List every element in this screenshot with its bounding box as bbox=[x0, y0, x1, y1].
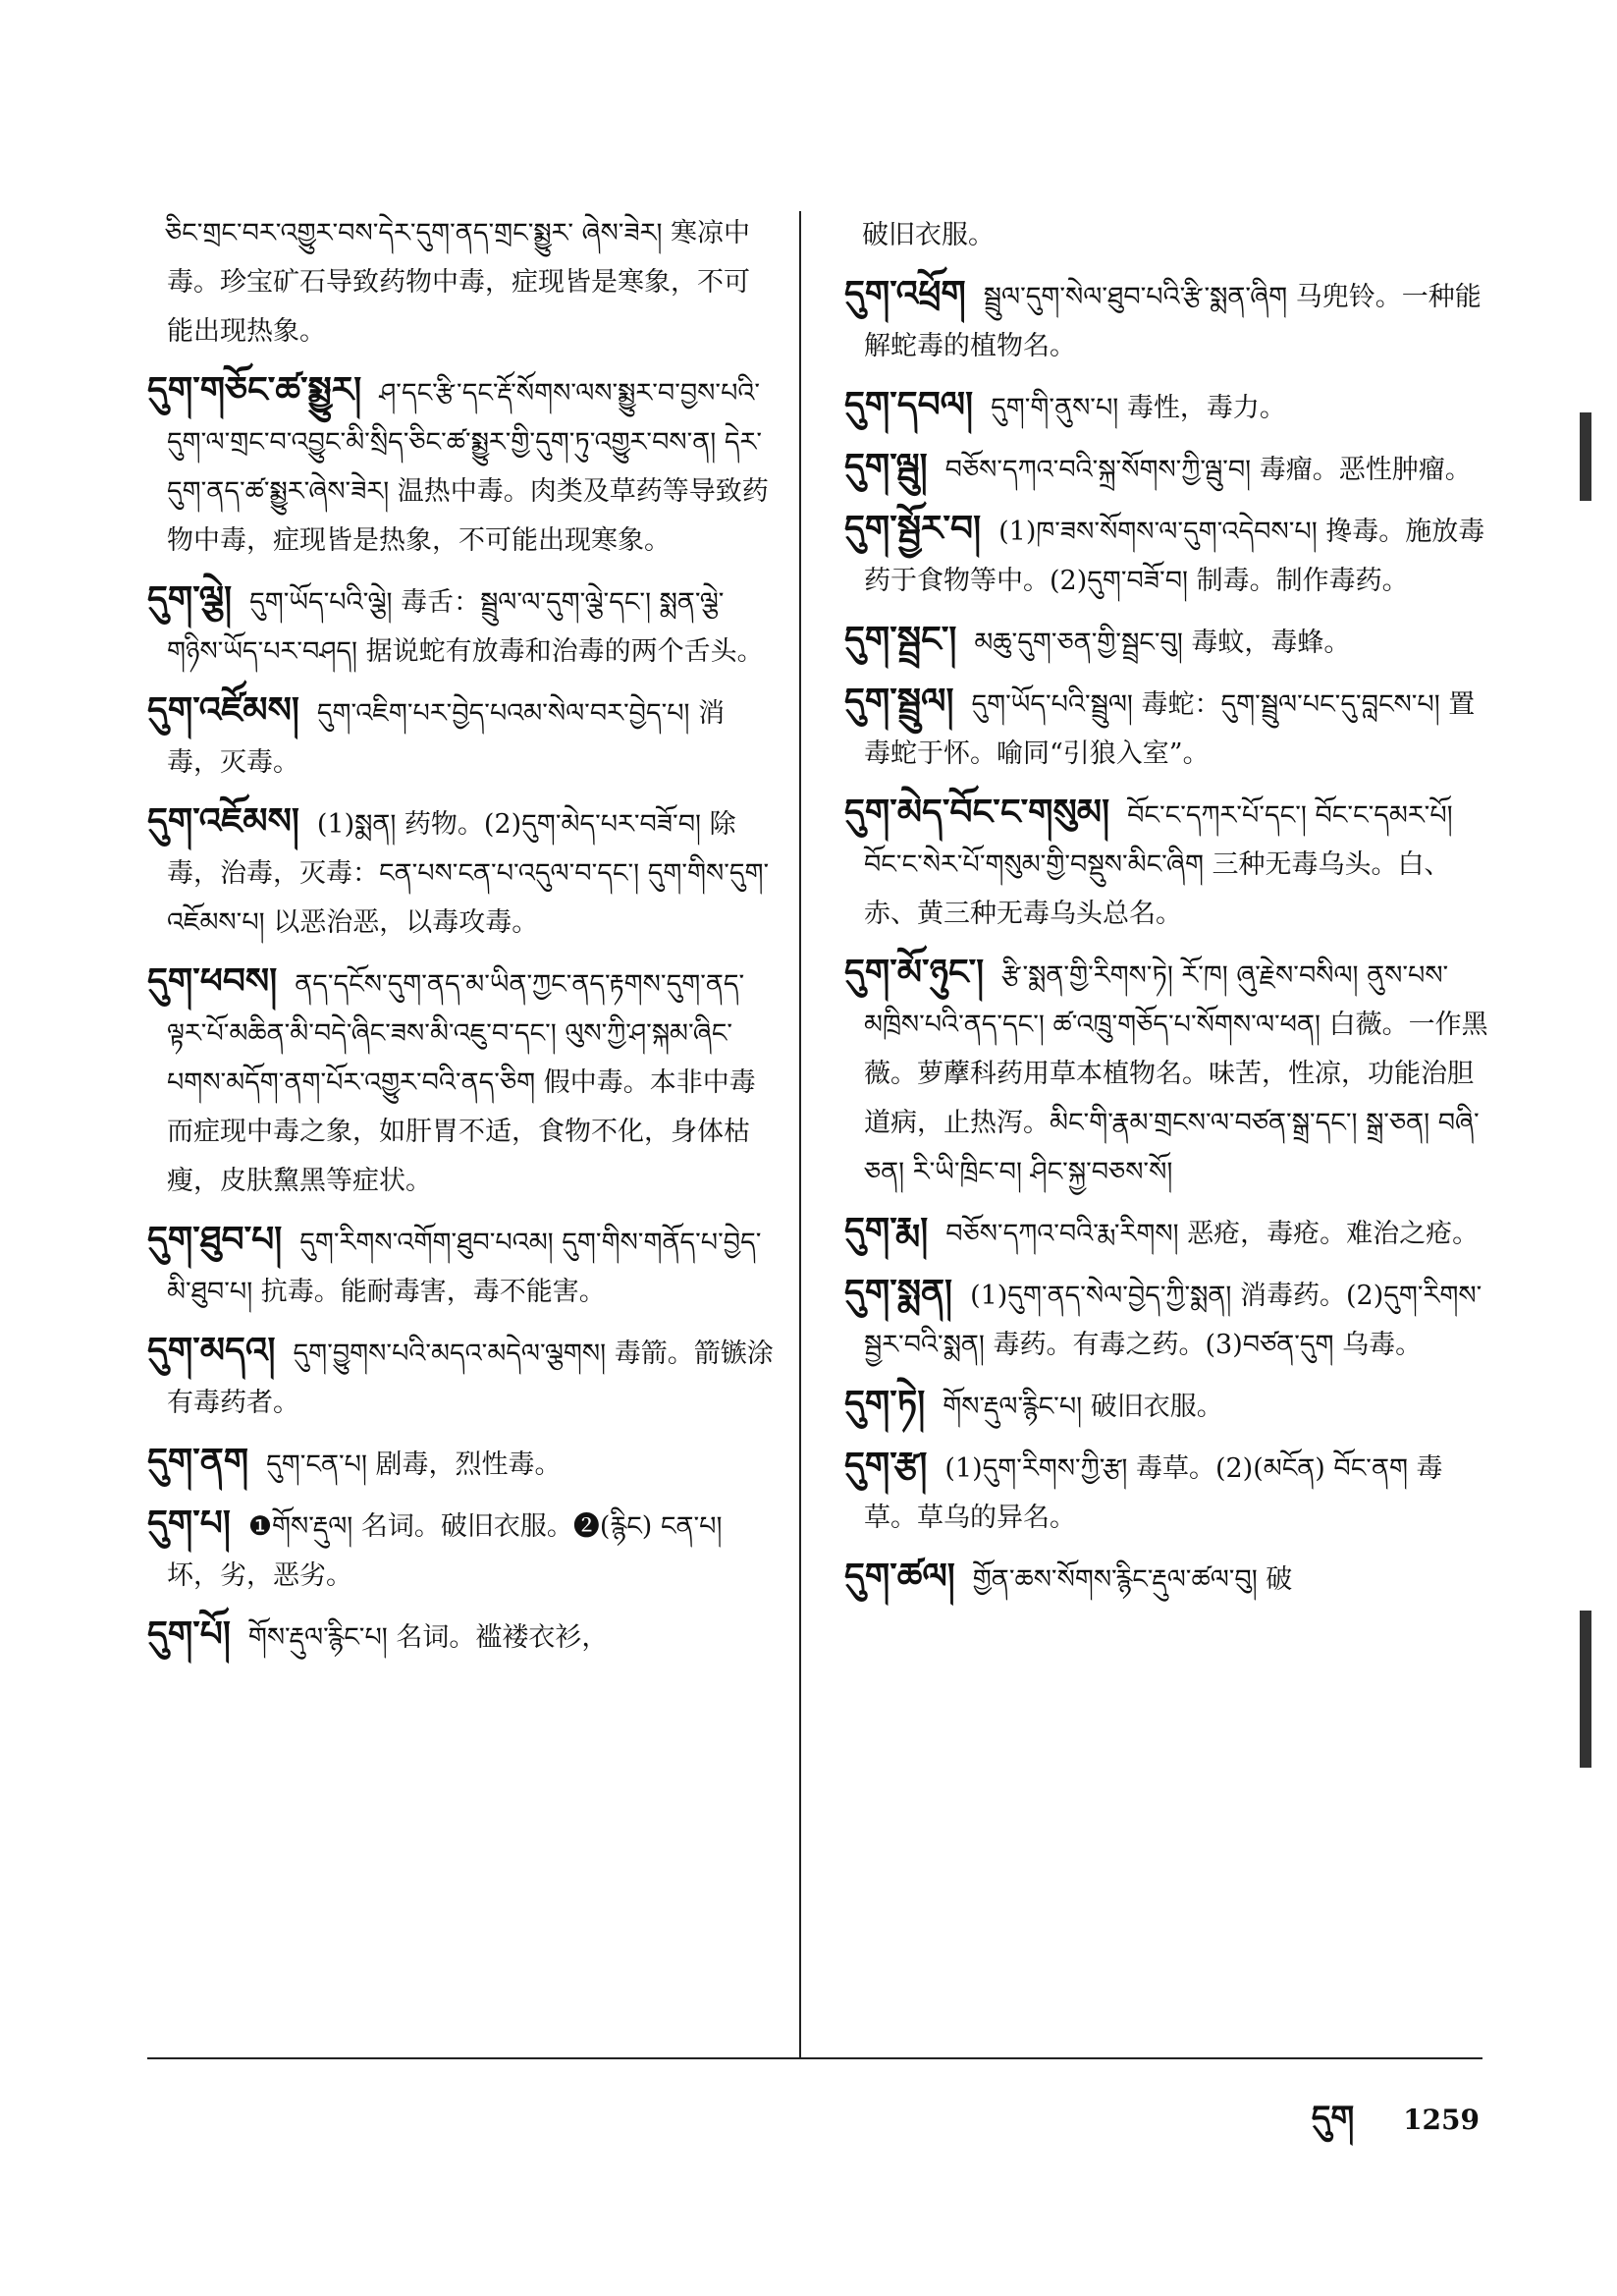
dictionary-entry bbox=[844, 381, 1492, 433]
dictionary-entry bbox=[147, 1500, 776, 1601]
running-head: དུག bbox=[1311, 2099, 1355, 2138]
footer-rule bbox=[147, 2057, 1482, 2059]
dictionary-entry bbox=[147, 686, 776, 788]
entry-headword: དུག་པ། bbox=[147, 1503, 231, 1544]
entry-definition: དུག་བྱུགས་པའི་མདའ་མདེལ་ལྕགས། 毒箭。箭镞涂有毒药者。 bbox=[167, 1339, 774, 1418]
dictionary-entry bbox=[844, 616, 1492, 668]
entry-definition: མཆུ་དུག་ཅན་གྱི་སྦྲང་བུ། 毒蚊，毒蜂。 bbox=[974, 628, 1351, 658]
page-footer bbox=[1312, 2080, 1480, 2174]
dictionary-entry bbox=[844, 270, 1492, 371]
entry-definition: ❶གོས་རྡུལ། 名词。破旧衣服。❷(རྙིང) ངན་པ། 坏，劣，恶劣。 bbox=[167, 1511, 723, 1591]
entry-headword: དུག་ནག bbox=[147, 1442, 249, 1482]
entry-headword: དུག་འཇོམས། bbox=[147, 801, 299, 842]
dictionary-entry bbox=[844, 1207, 1492, 1259]
entry-definition: ཤ་དང་རྩི་དང་རྡོ་སོགས་ལས་སྨྱུར་བ་བྱས་པའི་དུག་ལ་གྲང་བ་འབྱུང་མི་སྲིད་ཅིང་ཚ་སྨྱུར་གྱི་དུག་ཏུ་འགྱུར་བས་ན། དེར་དུག་ནད་ཚ་སྨྱུར་ཞེས་ཟེར། 温热中毒。肉类及草药等导致药物中毒，症现皆是热象，不可能出现寒象。 bbox=[167, 378, 769, 556]
entry-headword: དུག་ཕབས། bbox=[147, 961, 278, 1002]
entry-definition: (1)སྨན། 药物。(2)དུག་མེད་པར་བཟོ་བ། 除毒，治毒，灭毒：ངན་པས་ངན་པ་འདུལ་བ་དང་། དུག་གིས་དུག་འཇོམས་པ། 以恶治恶，以毒攻毒。 bbox=[167, 809, 770, 938]
entry-headword: དུག་མེད་བོང་ང་གསུམ། bbox=[844, 793, 1110, 833]
entry-definition: དུག་ཡོད་པའི་ལྕེ། 毒舌：སྦྲུལ་ལ་དུག་ལྕེ་དང་། སྨན་ལྕེ་གཉིས་ཡོད་པར་བཤད། 据说蛇有放毒和治毒的两个舌头。 bbox=[167, 587, 764, 667]
entry-headword: དུག་སྦྲང་། bbox=[844, 620, 957, 660]
dictionary-entry bbox=[147, 1438, 776, 1490]
entry-definition: བཅོས་དཀའ་བའི་སྐྲ་སོགས་ཀྱི་ལྦུ་བ། 毒瘤。恶性肿瘤。 bbox=[944, 455, 1472, 485]
entry-definition: དུག་རིགས་འགོག་ཐུབ་པའམ། དུག་གིས་གནོད་པ་བྱེད་མི་ཐུབ་པ། 抗毒。能耐毒害，毒不能害。 bbox=[167, 1228, 762, 1307]
entry-definition: གྱོན་ཆས་སོགས་རྙིང་རྡུལ་ཚལ་བུ། 破 bbox=[972, 1564, 1293, 1595]
dictionary-entry bbox=[147, 957, 776, 1206]
dictionary-entry bbox=[844, 505, 1492, 606]
entry-definition: གོས་རྡུལ་རྙིང་པ། 破旧衣服。 bbox=[943, 1392, 1223, 1422]
entry-definition: བོང་ང་དཀར་པོ་དང་། བོང་ང་དམར་པོ། བོང་ང་སེར་པོ་གསུམ་གྱི་བསྡུས་མིང་ཞིག 三种无毒乌头。白、赤、黄三种无毒乌头总名。 bbox=[864, 800, 1453, 929]
dictionary-entry bbox=[844, 1553, 1492, 1605]
entry-headword: དུག་སྦྱོར་བ། bbox=[844, 509, 982, 549]
entry-headword: དུག་འཛོམས། bbox=[147, 690, 299, 731]
dictionary-entry bbox=[844, 208, 1492, 260]
edge-mark bbox=[1580, 412, 1591, 501]
page-number: 1259 bbox=[1403, 2104, 1480, 2136]
dictionary-entry bbox=[844, 789, 1492, 939]
left-column bbox=[147, 206, 776, 1672]
dictionary-entry bbox=[147, 1611, 776, 1663]
entry-headword: དུག་མོ་ཉུང་། bbox=[844, 953, 985, 993]
entry-definition: རྩི་སྨན་གྱི་རིགས་ཏེ། རོ་ཁ། ཞུ་རྗེས་བསིལ། ནུས་པས་མཁྲིས་པའི་ནད་དང་། ཚ་འཁྲུ་གཅོད་པ་སོགས་ལ་ཕན། 白薇。一作黑薇。萝藦科药用草本植物名。味苦，性凉，功能治胆道病，止热泻。མིང་གི་རྣམ་གྲངས་ལ་བཙན་སྒྲ་དང་། སྒྲ་ཅན། བཞི་ཅན། རི་ཡི་ཁྲིང་བ། ཤིང་སྐྱ་བཅས་སོ། bbox=[864, 960, 1488, 1187]
dictionary-entry bbox=[844, 1269, 1492, 1370]
dictionary-entry bbox=[844, 443, 1492, 495]
entry-headword: དུག་རྩ། bbox=[844, 1446, 928, 1486]
entry-headword: དུག་རྨ། bbox=[844, 1211, 929, 1251]
dictionary-entry bbox=[147, 575, 776, 677]
entry-definition: 破旧衣服。 bbox=[862, 220, 995, 250]
entry-definition: དུག་ངན་པ། 剧毒，烈性毒。 bbox=[266, 1449, 562, 1480]
column-divider bbox=[799, 211, 801, 2057]
entry-definition: དུག་ཡོད་པའི་སྦྲུལ། 毒蛇：དུག་སྦྲུལ་པང་དུ་བླངས་པ། 置毒蛇于怀。喻同“引狼入室”。 bbox=[864, 689, 1476, 769]
dictionary-entry bbox=[844, 1442, 1492, 1543]
entry-headword: དུག་ཏེ། bbox=[844, 1384, 926, 1424]
dictionary-entry bbox=[844, 1380, 1492, 1432]
entry-definition: གོས་རྡུལ་རྙིང་པ། 名词。褴褛衣衫， bbox=[247, 1622, 609, 1653]
dictionary-entry bbox=[147, 1216, 776, 1317]
right-column bbox=[844, 208, 1492, 1614]
entry-definition: (1)དུག་ནད་སེལ་བྱེད་ཀྱི་སྨན། 消毒药。(2)དུག་རིགས་སྦྱར་བའི་སྨན། 毒药。有毒之药。(3)བཙན་དུག 乌毒。 bbox=[864, 1281, 1482, 1360]
entry-definition: (1)དུག་རིགས་ཀྱི་རྩ། 毒草。(2)(མངོན) བོང་ནག 毒草。草乌的异名。 bbox=[864, 1453, 1443, 1533]
scan-edge-marks bbox=[1574, 0, 1597, 2296]
entry-definition: (1)ཁ་ཟས་སོགས་ལ་དུག་འདེབས་པ། 搀毒。施放毒药于食物等中。(2)དུག་བཟོ་བ། 制毒。制作毒药。 bbox=[864, 517, 1485, 596]
entry-headword: དུག་ཐུབ་པ། bbox=[147, 1220, 283, 1260]
dictionary-entry bbox=[844, 678, 1492, 779]
entry-definition: བཅོས་དཀའ་བའི་རྨ་རིགས། 恶疮，毒疮。难治之疮。 bbox=[945, 1219, 1480, 1249]
entry-headword: དུག་མདའ། bbox=[147, 1331, 276, 1371]
dictionary-entry bbox=[147, 366, 776, 566]
entry-definition: ནད་དངོས་དུག་ནད་མ་ཡིན་ཀྱང་ནད་རྟགས་དུག་ནད་ལྟར་པོ་མཆིན་མི་བདེ་ཞིང་ཟས་མི་འཇུ་བ་དང་། ལུས་ཀྱི་ཤ་སྐམ་ཞིང་པགས་མདོག་ནག་པོར་འགྱུར་བའི་ནད་ཅིག 假中毒。本非中毒而症现中毒之象，如肝胃不适，食物不化，身体枯瘦，皮肤黧黑等症状。 bbox=[167, 969, 756, 1196]
entry-headword: དུག་ལྕེ། bbox=[147, 579, 233, 620]
entry-headword: དུག་ལྦུ། bbox=[844, 447, 928, 487]
entry-definition: ཅིང་གྲང་བར་འགྱུར་བས་དེར་དུག་ནད་གྲང་སྨྱུར་ ཞེས་ཟེར། 寒凉中毒。珍宝矿石导致药物中毒，症现皆是寒象，不可能出现热象。 bbox=[165, 218, 751, 347]
entry-headword: དུག་འཕྲོག bbox=[844, 274, 966, 314]
dictionary-entry bbox=[147, 797, 776, 948]
entry-headword: དུག་སྦྲུལ། bbox=[844, 682, 954, 722]
entry-definition: དུག་འཇིག་པར་བྱེད་པའམ་སེལ་བར་བྱེད་པ། 消毒，灭毒。 bbox=[167, 698, 726, 778]
dictionary-entry bbox=[147, 206, 776, 356]
entry-headword: དུག་སྨན། bbox=[844, 1273, 953, 1313]
entry-headword: དུག་པོ། bbox=[147, 1614, 231, 1655]
entry-headword: དུག་ཚལ། bbox=[844, 1557, 955, 1597]
entry-headword: དུག་དབལ། bbox=[844, 385, 974, 425]
dictionary-entry bbox=[844, 949, 1492, 1197]
entry-definition: དུག་གི་ནུས་པ། 毒性，毒力。 bbox=[991, 393, 1286, 423]
edge-mark bbox=[1580, 1611, 1591, 1768]
dictionary-entry bbox=[147, 1327, 776, 1428]
entry-headword: དུག་གཅོང་ཚ་སྨྱུར། bbox=[147, 370, 362, 410]
entry-definition: སྦྲུལ་དུག་སེལ་ཐུབ་པའི་རྩི་སྨན་ཞིག 马兜铃。一种能解蛇毒的植物名。 bbox=[864, 282, 1482, 361]
